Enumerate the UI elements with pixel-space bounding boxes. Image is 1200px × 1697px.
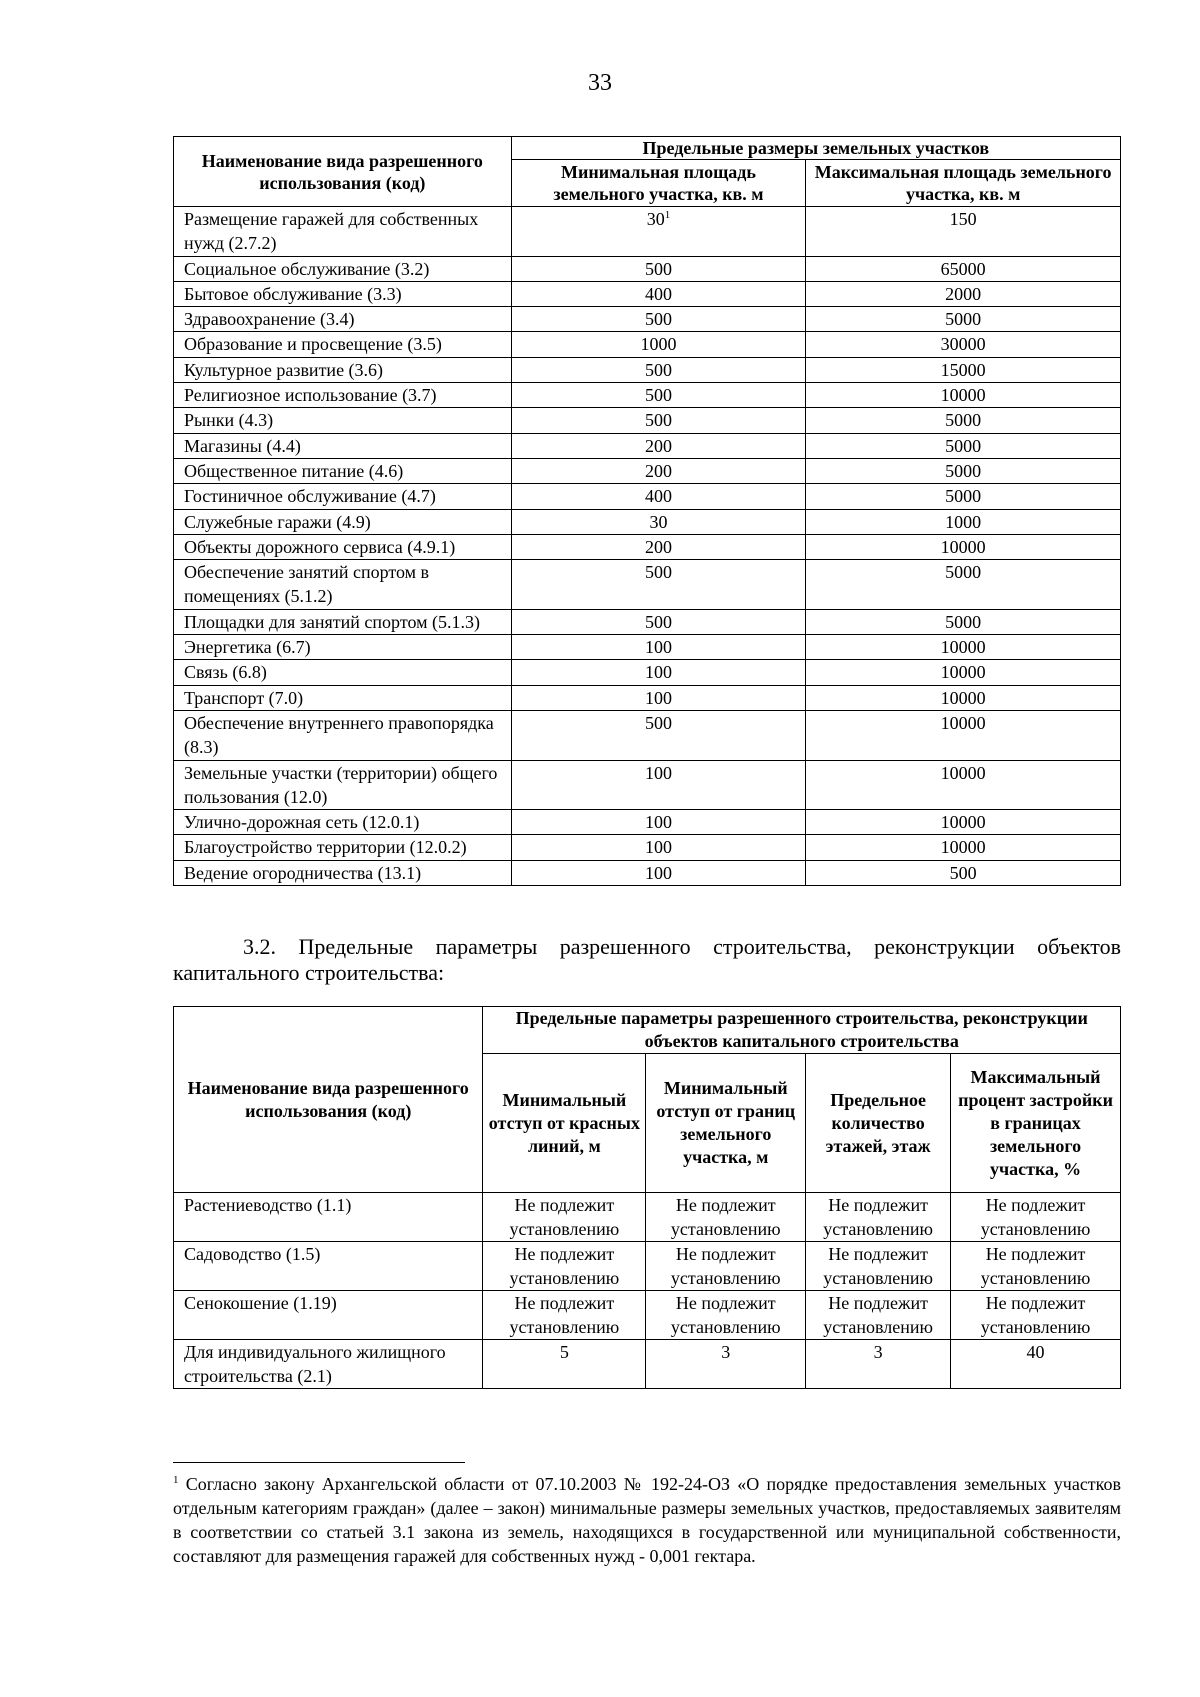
footnote-text: Согласно закону Архангельской области от 07.10.2003 № 192-24-ОЗ «О порядке предоставления земельных участков отдельным категориям граждан» (далее – закон) минимальные размеры земельных участков, предоставляемых заявителям в соответствии со статьей 3.1 закона из земель, находящихся в государственной или муниципальной собственности, составляют для размещения гаражей для собственных нужд - 0,001 гектара.: [173, 1474, 1121, 1566]
max-area-cell: 10000: [806, 635, 1121, 660]
coverage-percent-cell: 40: [951, 1340, 1121, 1389]
min-area-value: 500: [644, 562, 672, 583]
min-area-cell: [511, 458, 806, 483]
min-area-cell: [511, 207, 806, 257]
table-row: [174, 1242, 1121, 1291]
max-area-cell: 150: [806, 207, 1121, 257]
min-area-value: 500: [644, 410, 672, 431]
use-type-name: Размещение гаражей для собственных нужд (2.7.2): [174, 207, 512, 257]
section-3-2-paragraph: [173, 934, 1121, 986]
min-area-value: 100: [644, 762, 672, 783]
use-type-name: Сенокошение (1.19): [174, 1291, 483, 1340]
max-area-cell: 65000: [806, 256, 1121, 281]
min-area-value: 100: [644, 812, 672, 833]
use-type-name: Образование и просвещение (3.5): [174, 332, 512, 357]
table-row: [174, 509, 1121, 534]
max-area-cell: 500: [806, 860, 1121, 885]
min-area-value: 500: [644, 359, 672, 380]
max-area-cell: 10000: [806, 534, 1121, 559]
header-floor-count: Предельное количество этажей, этаж: [806, 1054, 951, 1193]
floor-count-cell: Не подлежит установлению: [806, 1242, 951, 1291]
max-area-cell: 5000: [806, 609, 1121, 634]
header-border-setback: Минимальный отступ от границ земельного участка, м: [646, 1054, 806, 1193]
use-type-name: Площадки для занятий спортом (5.1.3): [174, 609, 512, 634]
table-row: [174, 685, 1121, 710]
table-row: [174, 760, 1121, 810]
table-row: [174, 1193, 1121, 1242]
use-type-name: Обеспечение занятий спортом в помещениях (5.1.2): [174, 560, 512, 610]
footnote-separator: [173, 1462, 465, 1463]
min-area-cell: [511, 332, 806, 357]
use-type-name: Благоустройство территории (12.0.2): [174, 835, 512, 860]
table-row: [174, 609, 1121, 634]
header-max-area: Максимальная площадь земельного участка, кв. м: [806, 160, 1121, 207]
max-area-cell: 5000: [806, 408, 1121, 433]
construction-parameters-table: [173, 1006, 1121, 1389]
max-area-cell: 10000: [806, 835, 1121, 860]
use-type-name: Гостиничное обслуживание (4.7): [174, 484, 512, 509]
min-area-cell: [511, 256, 806, 281]
table-row: [174, 560, 1121, 610]
table-row: [174, 710, 1121, 760]
table-row: [174, 256, 1121, 281]
table-row: [174, 860, 1121, 885]
min-area-cell: [511, 860, 806, 885]
table-row: [174, 332, 1121, 357]
max-area-cell: 10000: [806, 660, 1121, 685]
min-area-cell: [511, 383, 806, 408]
border-setback-cell: Не подлежит установлению: [646, 1242, 806, 1291]
min-area-cell: [511, 281, 806, 306]
use-type-name: Обеспечение внутреннего правопорядка (8.3): [174, 710, 512, 760]
min-area-value: 30: [646, 209, 665, 229]
use-type-name: Рынки (4.3): [174, 408, 512, 433]
use-type-name: Бытовое обслуживание (3.3): [174, 281, 512, 306]
min-area-cell: [511, 810, 806, 835]
section-3-2-text: 3.2. Предельные параметры разрешенного строительства, реконструкции объектов капитального строительства:: [173, 934, 1121, 985]
min-area-cell: [511, 685, 806, 710]
min-area-value: 500: [644, 712, 672, 733]
use-type-name: Служебные гаражи (4.9): [174, 509, 512, 534]
page-number: 33: [588, 70, 612, 96]
max-area-cell: 5000: [806, 433, 1121, 458]
use-type-name: Улично-дорожная сеть (12.0.1): [174, 810, 512, 835]
min-area-cell: [511, 835, 806, 860]
min-area-cell: [511, 433, 806, 458]
max-area-cell: 10000: [806, 685, 1121, 710]
min-area-value: 30: [649, 511, 668, 532]
border-setback-cell: Не подлежит установлению: [646, 1291, 806, 1340]
table-row: [174, 357, 1121, 382]
min-area-value: 100: [644, 662, 672, 683]
min-area-cell: [511, 609, 806, 634]
use-type-name: Общественное питание (4.6): [174, 458, 512, 483]
floor-count-cell: 3: [806, 1340, 951, 1389]
min-area-value: 100: [644, 862, 672, 883]
coverage-percent-cell: Не подлежит установлению: [951, 1193, 1121, 1242]
max-area-cell: 30000: [806, 332, 1121, 357]
footnote-marker: 1: [173, 1474, 179, 1486]
red-lines-setback-cell: Не подлежит установлению: [483, 1193, 646, 1242]
table-row: [174, 484, 1121, 509]
min-area-value: 500: [644, 385, 672, 406]
header-coverage-percent: Максимальный процент застройки в границах земельного участка, %: [951, 1054, 1121, 1193]
min-area-value: 200: [644, 536, 672, 557]
min-area-cell: [511, 357, 806, 382]
red-lines-setback-cell: Не подлежит установлению: [483, 1242, 646, 1291]
max-area-cell: 5000: [806, 458, 1121, 483]
use-type-name: Объекты дорожного сервиса (4.9.1): [174, 534, 512, 559]
table-row: [174, 408, 1121, 433]
table-row: [174, 383, 1121, 408]
floor-count-cell: Не подлежит установлению: [806, 1291, 951, 1340]
table-row: [174, 458, 1121, 483]
table-row: [174, 207, 1121, 257]
border-setback-cell: Не подлежит установлению: [646, 1193, 806, 1242]
table-row: [174, 307, 1121, 332]
min-area-value: 200: [644, 460, 672, 481]
min-area-cell: [511, 760, 806, 810]
use-type-name: Социальное обслуживание (3.2): [174, 256, 512, 281]
use-type-name: Растениеводство (1.1): [174, 1193, 483, 1242]
land-plot-size-table: [173, 136, 1121, 886]
border-setback-cell: 3: [646, 1340, 806, 1389]
header-min-area: Минимальная площадь земельного участка, кв. м: [511, 160, 806, 207]
table-row: [174, 835, 1121, 860]
header-plot-size-group: Предельные размеры земельных участков: [511, 137, 1120, 160]
header-use-type: Наименование вида разрешенного использования (код): [174, 1007, 483, 1193]
min-area-value: 100: [644, 637, 672, 658]
max-area-cell: 10000: [806, 383, 1121, 408]
max-area-cell: 5000: [806, 560, 1121, 610]
min-area-value: 1000: [640, 334, 677, 355]
use-type-name: Магазины (4.4): [174, 433, 512, 458]
footnote-reference: 1: [664, 209, 671, 221]
min-area-cell: [511, 484, 806, 509]
min-area-cell: [511, 307, 806, 332]
min-area-cell: [511, 509, 806, 534]
min-area-cell: [511, 560, 806, 610]
use-type-name: Здравоохранение (3.4): [174, 307, 512, 332]
red-lines-setback-cell: 5: [483, 1340, 646, 1389]
min-area-value: 500: [644, 309, 672, 330]
min-area-cell: [511, 660, 806, 685]
max-area-cell: 15000: [806, 357, 1121, 382]
max-area-cell: 5000: [806, 484, 1121, 509]
floor-count-cell: Не подлежит установлению: [806, 1193, 951, 1242]
table-row: [174, 433, 1121, 458]
footnote: [173, 1472, 1121, 1568]
use-type-name: Для индивидуального жилищного строительства (2.1): [174, 1340, 483, 1389]
use-type-name: Связь (6.8): [174, 660, 512, 685]
use-type-name: Культурное развитие (3.6): [174, 357, 512, 382]
min-area-value: 400: [644, 283, 672, 304]
table-row: [174, 1291, 1121, 1340]
min-area-cell: [511, 635, 806, 660]
header-red-lines-setback: Минимальный отступ от красных линий, м: [483, 1054, 646, 1193]
max-area-cell: 10000: [806, 710, 1121, 760]
min-area-value: 500: [644, 258, 672, 279]
max-area-cell: 5000: [806, 307, 1121, 332]
table-row: [174, 810, 1121, 835]
min-area-value: 400: [644, 486, 672, 507]
coverage-percent-cell: Не подлежит установлению: [951, 1242, 1121, 1291]
use-type-name: Религиозное использование (3.7): [174, 383, 512, 408]
table-row: [174, 281, 1121, 306]
table-row: [174, 1340, 1121, 1389]
min-area-value: 200: [644, 435, 672, 456]
use-type-name: Энергетика (6.7): [174, 635, 512, 660]
header-use-type: Наименование вида разрешенного использования (код): [174, 137, 512, 207]
max-area-cell: 1000: [806, 509, 1121, 534]
max-area-cell: 10000: [806, 760, 1121, 810]
red-lines-setback-cell: Не подлежит установлению: [483, 1291, 646, 1340]
coverage-percent-cell: Не подлежит установлению: [951, 1291, 1121, 1340]
use-type-name: Садоводство (1.5): [174, 1242, 483, 1291]
header-construction-group: Предельные параметры разрешенного строительства, реконструкции объектов капитального строительства: [483, 1007, 1121, 1054]
table-row: [174, 534, 1121, 559]
min-area-cell: [511, 408, 806, 433]
min-area-cell: [511, 710, 806, 760]
use-type-name: Земельные участки (территории) общего пользования (12.0): [174, 760, 512, 810]
use-type-name: Транспорт (7.0): [174, 685, 512, 710]
use-type-name: Ведение огородничества (13.1): [174, 860, 512, 885]
table-row: [174, 660, 1121, 685]
min-area-value: 100: [644, 687, 672, 708]
table-row: [174, 635, 1121, 660]
max-area-cell: 2000: [806, 281, 1121, 306]
min-area-value: 100: [644, 837, 672, 858]
max-area-cell: 10000: [806, 810, 1121, 835]
min-area-value: 500: [644, 611, 672, 632]
min-area-cell: [511, 534, 806, 559]
